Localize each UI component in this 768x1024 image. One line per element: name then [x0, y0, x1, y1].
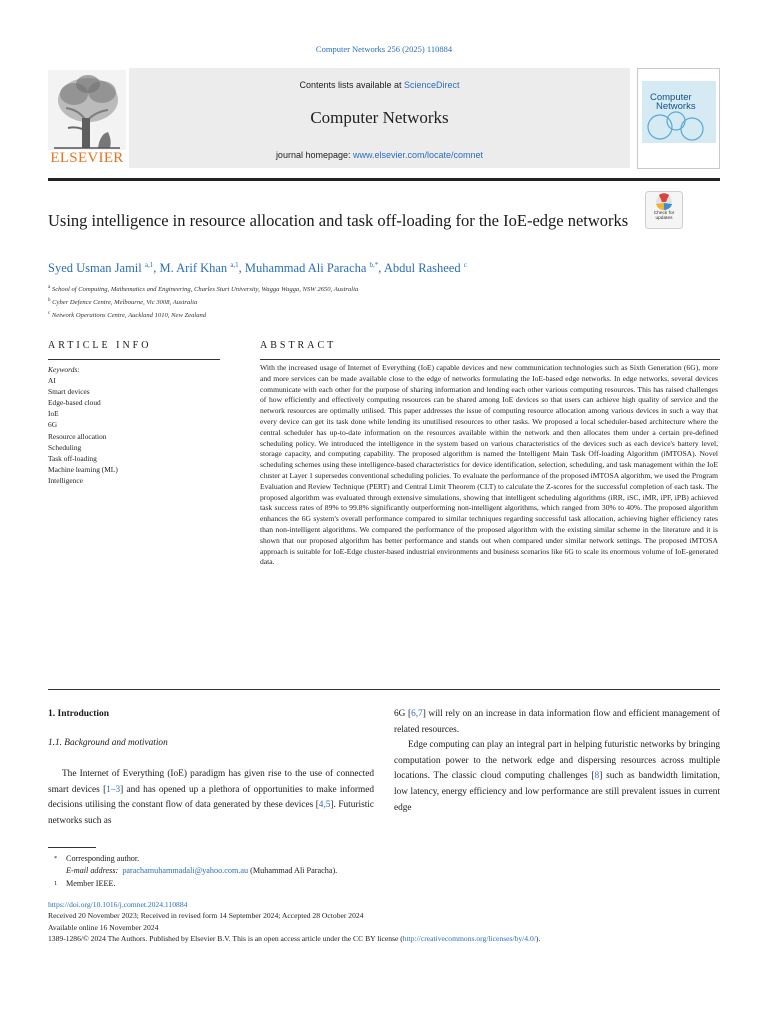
- author-marks[interactable]: b,*: [369, 261, 379, 269]
- cover-title: [650, 93, 696, 111]
- affiliation-mark: a: [48, 285, 51, 290]
- citation-link[interactable]: 4,5: [318, 800, 331, 811]
- body-paragraph: [394, 707, 720, 738]
- keyword-item: Edge-based cloud: [48, 398, 101, 408]
- section-heading-introduction: 1. Introduction: [48, 709, 110, 719]
- footnote-mark: 1: [54, 879, 58, 887]
- affiliation-text: Cyber Defence Centre, Melbourne, Vic 3008, Australia: [52, 299, 198, 307]
- citation-link[interactable]: 8: [594, 771, 600, 782]
- license-prefix: 1389-1286/© 2024 The Authors. Published by Elsevier B.V. This is an open access article under the CC BY license (: [48, 933, 403, 943]
- citation-link[interactable]: 6,7: [411, 709, 423, 719]
- author-name[interactable]: M. Arif Khan: [159, 261, 228, 276]
- keyword-item: Task off-loading: [48, 453, 97, 463]
- footnote-text: Member IEEE.: [66, 878, 116, 888]
- keyword-item: Intelligence: [48, 475, 83, 485]
- cover-title-line-2: Networks: [656, 101, 696, 112]
- journal-cover-thumbnail[interactable]: [637, 68, 720, 169]
- footnote-mark: *: [54, 855, 58, 862]
- text-run: ] and has opened up a plethora of opportunities to make informed decisions utilising the constant flow of data generated by these devices [: [48, 784, 374, 811]
- masthead-rule: [48, 178, 720, 181]
- keyword-item: Scheduling: [48, 442, 82, 452]
- article-info-rule: [48, 359, 220, 360]
- author-marks[interactable]: a,1: [144, 261, 154, 269]
- paper-title: Using intelligence in resource allocation and task off-loading for the IoE-edge networks: [48, 211, 629, 230]
- license-line: [48, 933, 540, 944]
- journal-title: Computer Networks: [310, 108, 449, 127]
- body-paragraph: [48, 767, 374, 829]
- affiliation-item: [48, 308, 358, 321]
- footnote-member: [54, 878, 337, 890]
- author-name[interactable]: Abdul Rasheed: [383, 261, 461, 276]
- contents-prefix: Contents lists available at: [299, 80, 405, 90]
- body-column-right: [394, 707, 720, 816]
- available-online: Available online 16 November 2024: [48, 922, 159, 932]
- text-run: ] will rely on an increase in data information flow and efficient management of related resources.: [394, 709, 720, 735]
- cover-title-line-1: Computer: [650, 92, 692, 103]
- body-paragraph: [394, 738, 720, 816]
- footnote-text: Corresponding author.: [66, 854, 140, 863]
- author-name[interactable]: Syed Usman Jamil: [48, 261, 142, 276]
- subsection-heading-background: 1.1. Background and motivation: [48, 738, 168, 748]
- affiliation-text: School of Computing, Mathematics and Engineering, Charles Sturt University, Wagga Wagga, NSW 2650, Australia: [51, 286, 359, 294]
- abstract-text: With the increased usage of Internet of Everything (IoE) capable devices and new communication technologies such as Sixth Generation (6G), more and more services can be made available close to the edge of networks formulating the IoE-based edge networks. In edge networks, several devices communicate with each other for the purpose of sharing information and lending each other various computing resources. This has raised challenges of how efficiently and effectively computing resources can be shared among IoE devices so that users can achieve high quality of service and the network resources are optimally utilised. This paper addresses the issue of computing resource allocation among various devices in such a way that every device can get its task done while lending its unutilised resources to other tasks. We proposed a local scheduler-based architecture where the central scheduler has up-to-date information on the resources available within the network and then allocates them under a certain pre-defined scheduling policy. We introduced the intelligence in the system based on various characteristics of the devices such as each device's battery level, storage capacity, and computing capability. The proposed algorithm is named the Intelligent Main Task Off-loading Algorithm (iMTOSA). Novel scheduling schemes using these intelligence-based characteristics for device identification, selection, scheduling, and task management within the IoE cluster at Layer 1 supersedes conventional scheduling policies. To evaluate the performance of the proposed iMTOSA algorithm, we used the Program Evaluation and Review Technique (PERT) and Central Limit Theorem (CLT) to calculate the Z-scores for the successful completion of each task. The proposed algorithm was evaluated through extensive simulations, showing that intelligent scheduling algorithms (iRR, iSC, iMR, iPF, iPB) achieved task success rates of 89% to 99.8% significantly outperforming non-intelligent algorithms, which ranged from 30% to 40%. The proposed algorithm enhances the 6G system's overall performance compared to similar techniques regarding successful task allocation, achieving higher efficiency rates than non-intelligent algorithms. We compared the performance of the proposed algorithm with the existing similar scheme in the literature and it is shown that our proposed algorithm has better performance and stands out when compared under similar network settings. The proposed iMTOSA approach is suitable for IoE-Edge cluster-based industrial environments and business scenarios like 6G to scale its enormous volume of IoE-generated data.: [260, 363, 718, 567]
- sciencedirect-link[interactable]: ScienceDirect: [404, 80, 460, 90]
- license-suffix: ).: [535, 933, 541, 943]
- keyword-item: 6G: [48, 420, 58, 430]
- email-owner: (Muhammad Ali Paracha).: [250, 866, 338, 876]
- affiliation-item: [48, 282, 358, 295]
- affiliation-list: [48, 282, 358, 322]
- received-dates: Received 20 November 2023; Received in revised form 14 September 2024; Accepted 28 October 2024: [48, 911, 364, 921]
- footnotes: [54, 853, 337, 890]
- text-run: ] such as bandwidth limitation, low latency, energy efficiency and low performance are still prevalent issues in current edge: [394, 771, 721, 813]
- keyword-item: AI: [48, 376, 56, 386]
- check-for-updates-icon[interactable]: [645, 191, 683, 229]
- email-link[interactable]: parachamuhammadali@yahoo.com.au: [122, 866, 249, 876]
- footnote-corresponding: [54, 853, 337, 865]
- keywords-block: [48, 364, 218, 486]
- text-run: 6G [: [394, 709, 412, 719]
- publisher-wordmark: ELSEVIER: [50, 150, 124, 166]
- license-link[interactable]: http://creativecommons.org/licenses/by/4.0/: [402, 933, 536, 943]
- citation-link[interactable]: 1–3: [106, 784, 121, 795]
- journal-masthead: [48, 68, 720, 174]
- journal-info-box: [129, 68, 630, 168]
- article-info-heading: ARTICLE INFO: [48, 340, 152, 351]
- journal-homepage-link[interactable]: www.elsevier.com/locate/comnet: [353, 150, 484, 160]
- keywords-label: Keywords:: [48, 365, 80, 374]
- affiliation-mark: b: [48, 298, 51, 304]
- keyword-item: Machine learning (ML): [48, 464, 118, 474]
- homepage-prefix: journal homepage:: [275, 150, 353, 160]
- check-for-updates-line-1: Check for: [653, 211, 675, 216]
- footnote-email: [54, 865, 337, 877]
- keyword-item: Smart devices: [48, 387, 90, 397]
- author-list: Syed Usman Jamil $^{a,1}$, M. Arif Khan $^{a,1}$, Muhammad Ali Paracha $^{b,*}$, Abdul Rasheed $^c$: [48, 261, 467, 276]
- journal-reference-link[interactable]: Computer Networks 256 (2025) 110884: [315, 44, 453, 54]
- affiliation-item: [48, 295, 358, 308]
- affiliation-text: Network Operations Centre, Auckland 1010, New Zealand: [51, 312, 207, 320]
- author-marks[interactable]: c: [463, 261, 467, 269]
- text-run: Edge computing can play an integral part in helping futuristic networks by bringing computation power to the network edge and dispersing resources across multiple locations. The classic cloud computing challenges [: [394, 740, 720, 782]
- cover-circles-icon: [644, 109, 714, 143]
- body-column-left: [48, 767, 374, 829]
- publication-info: [48, 899, 540, 944]
- abstract-heading: ABSTRACT: [260, 340, 337, 351]
- author-marks[interactable]: a,1: [230, 261, 239, 269]
- footnote-rule: [48, 847, 96, 848]
- contents-line: [129, 80, 630, 90]
- body-divider: [48, 689, 720, 690]
- homepage-line: [129, 150, 630, 160]
- affiliation-mark: c: [48, 311, 51, 317]
- author-name[interactable]: Muhammad Ali Paracha: [244, 261, 367, 276]
- doi-link[interactable]: https://doi.org/10.1016/j.comnet.2024.110884: [48, 900, 188, 909]
- keyword-item: IoE: [48, 409, 59, 419]
- text-run: The Internet of Everything (IoE) paradigm has given rise to the use of connected smart devices [: [48, 769, 374, 795]
- email-label: E-mail address:: [66, 866, 119, 876]
- check-for-updates-line-2: updates: [655, 216, 673, 221]
- text-run: ]. Futuristic networks such as: [48, 800, 374, 826]
- check-for-updates-label: [645, 211, 683, 221]
- keyword-item: Resource allocation: [48, 431, 107, 441]
- abstract-rule: [260, 359, 720, 360]
